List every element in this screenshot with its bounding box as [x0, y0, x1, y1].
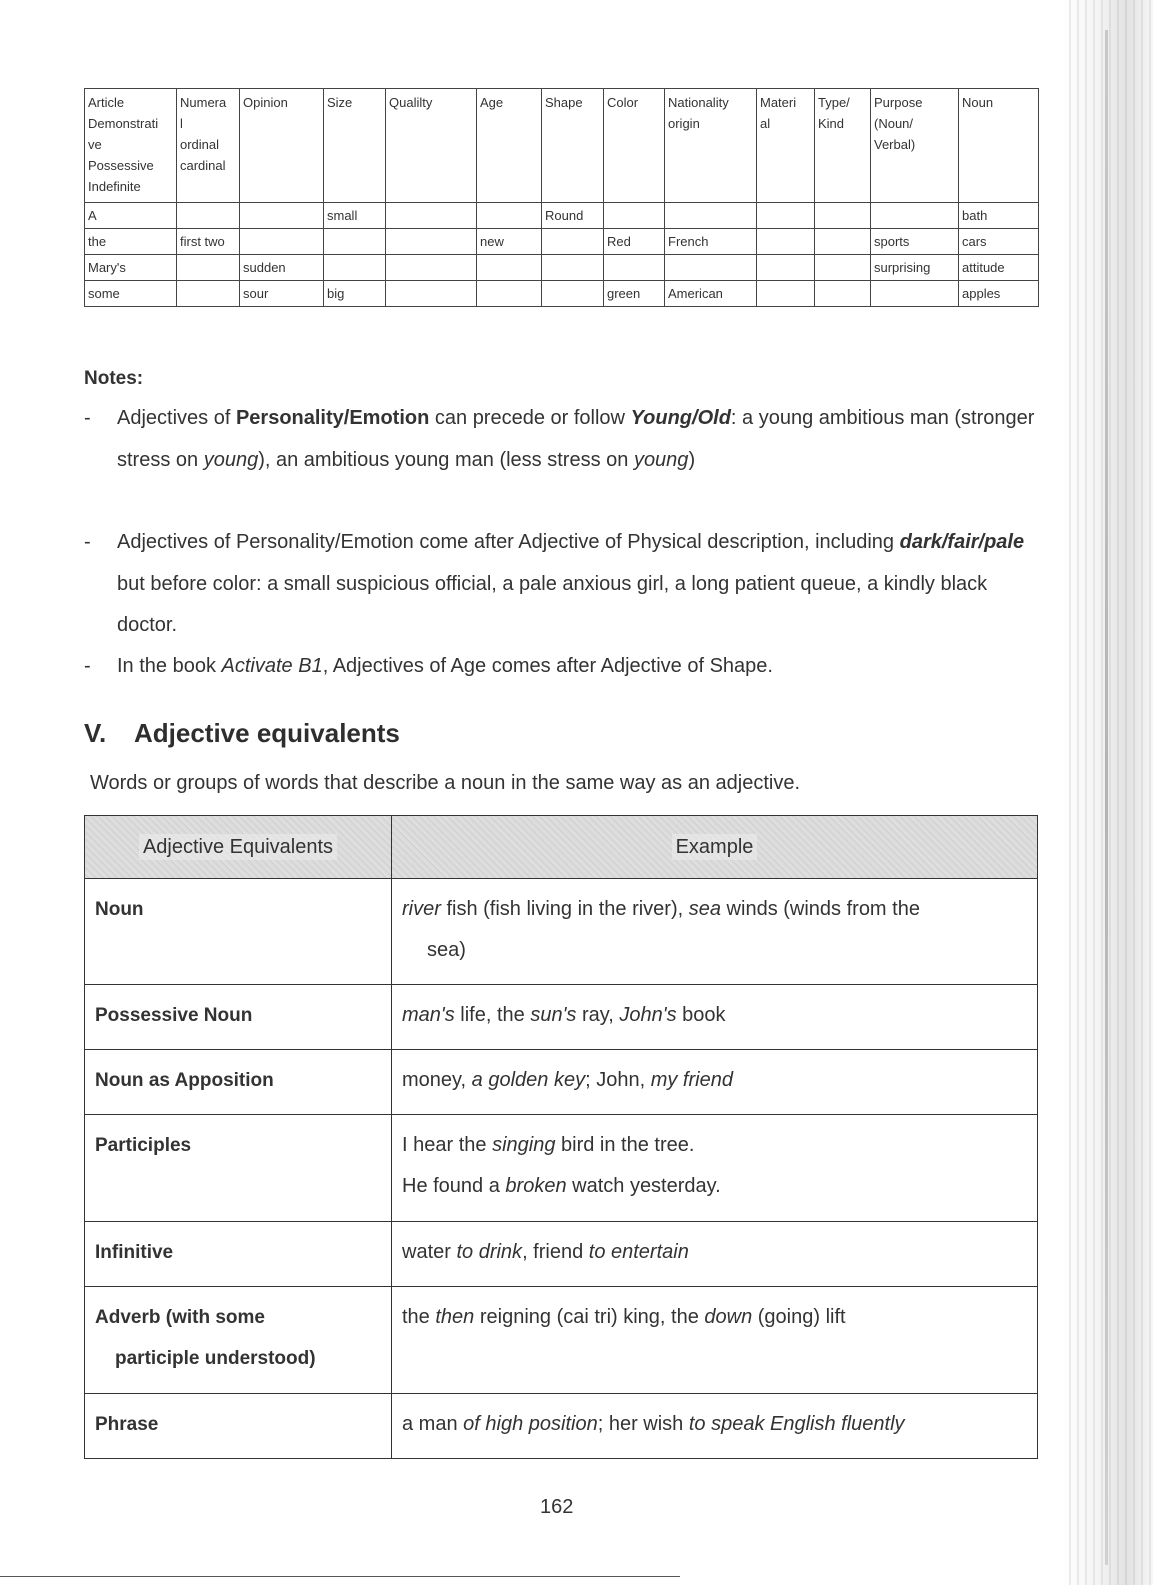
table-cell: apples [959, 281, 1039, 307]
example-part: He found a [402, 1175, 506, 1197]
example-cell [392, 985, 1038, 1050]
equivalent-name-cell [85, 1394, 392, 1459]
table-cell [386, 255, 477, 281]
example-line [402, 889, 1027, 930]
equivalent-name-cell [85, 1050, 392, 1115]
header-cell [177, 89, 240, 203]
equivalent-name-cell [85, 1115, 392, 1222]
header-text: Possessive [88, 158, 154, 173]
example-line [402, 1125, 1027, 1166]
header-text: Noun [962, 95, 994, 110]
adjective-order-table [84, 88, 1039, 307]
example-part: , friend [522, 1241, 589, 1263]
example-part-italic: John's [619, 1004, 677, 1026]
equivalent-name: Phrase [95, 1414, 159, 1435]
table-cell [177, 203, 240, 229]
header-cell [959, 89, 1039, 203]
table-cell: green [604, 281, 665, 307]
table-cell: sudden [240, 255, 324, 281]
table-row [85, 1287, 1038, 1394]
table-cell: cars [959, 229, 1039, 255]
note-part-bold: Personality/Emotion [235, 407, 430, 429]
table-cell: Red [604, 229, 665, 255]
example-cell [392, 1050, 1038, 1115]
equivalent-name-cell [85, 985, 392, 1050]
table-cell: A [85, 203, 177, 229]
header-cell [665, 89, 757, 203]
table-row [85, 255, 1039, 281]
example-part: watch yesterday. [566, 1175, 721, 1197]
bottom-rule [0, 1576, 680, 1577]
note-part: Adjectives of Personality/Emotion come after Adjective of Physical description, including [117, 531, 900, 553]
example-part-italic: of high position [463, 1413, 598, 1435]
table-cell [815, 229, 871, 255]
table-cell: sour [240, 281, 324, 307]
header-cell [324, 89, 386, 203]
example-part-italic: to drink [456, 1241, 523, 1263]
header-cell [386, 89, 477, 203]
header-label: Adjective Equivalents [139, 834, 337, 860]
header-text: Kind [818, 116, 845, 131]
table-cell [871, 203, 959, 229]
example-cell [392, 1222, 1038, 1287]
header-cell [477, 89, 542, 203]
table-cell: French [665, 229, 757, 255]
table-row [85, 281, 1039, 307]
table-cell [324, 229, 386, 255]
header-cell [392, 816, 1038, 879]
table-row [85, 229, 1039, 255]
section-title: Adjective equivalents [134, 718, 400, 748]
page-number: 162 [540, 1496, 574, 1518]
example-part: ; John, [585, 1069, 651, 1091]
header-cell [85, 89, 177, 203]
note-part-bold-italic: Young/Old [630, 407, 731, 429]
header-text: Verbal) [874, 137, 916, 152]
note-dash: - [84, 407, 91, 429]
example-part: ray, [576, 1004, 620, 1026]
equivalent-name: Noun [95, 899, 144, 920]
example-part-italic: broken [505, 1175, 567, 1197]
note-dash: - [84, 655, 91, 677]
note-part: , Adjectives of Age comes after Adjective of Shape. [322, 655, 773, 677]
table-cell [240, 229, 324, 255]
table-row [85, 985, 1038, 1050]
table-cell: some [85, 281, 177, 307]
equivalent-name: Adverb (with some [95, 1307, 265, 1328]
table-cell [757, 203, 815, 229]
table-cell [177, 281, 240, 307]
example-cell [392, 879, 1038, 985]
section-number: V. [84, 718, 107, 748]
example-line [402, 1404, 1027, 1445]
example-part: I hear the [402, 1134, 493, 1156]
header-text: Indefinite [88, 179, 141, 194]
example-line [402, 930, 1027, 971]
note-part: but before color: a small suspicious official, a pale anxious girl, a long patient queue, a kindly black doctor. [117, 572, 988, 636]
header-text: Shape [545, 95, 583, 110]
table-cell [604, 203, 665, 229]
table-row [85, 203, 1039, 229]
example-part-italic: to entertain [588, 1241, 689, 1263]
header-cell [757, 89, 815, 203]
example-part: a man [402, 1413, 464, 1435]
example-part: ; her wish [597, 1413, 689, 1435]
table-cell: surprising [871, 255, 959, 281]
table-cell: American [665, 281, 757, 307]
table-cell: new [477, 229, 542, 255]
header-text: cardinal [180, 158, 226, 173]
notes-title: Notes: [84, 368, 144, 389]
table-row [85, 879, 1038, 985]
note-item [84, 646, 1039, 688]
table-cell [542, 255, 604, 281]
example-part: fish (fish living in the river), [440, 898, 689, 920]
table-cell [665, 203, 757, 229]
header-text: ordinal [180, 137, 220, 152]
note-part: can precede or follow [429, 407, 631, 429]
table-cell [757, 281, 815, 307]
equivalent-name: participle understood) [115, 1348, 316, 1369]
adjective-equivalents-table [84, 815, 1038, 1459]
example-part: winds (winds from the [721, 898, 920, 920]
equivalent-name: Noun as Apposition [95, 1070, 274, 1091]
header-text: (Noun/ [874, 116, 914, 131]
example-cell [392, 1287, 1038, 1394]
table-cell [477, 203, 542, 229]
header-cell [240, 89, 324, 203]
header-cell [815, 89, 871, 203]
header-text: Nationality [668, 95, 729, 110]
example-part-italic: river [402, 898, 441, 920]
example-part: life, the [454, 1004, 531, 1026]
example-part: the [402, 1306, 436, 1328]
note-part: : a young ambitious man (stronger stress on [117, 407, 1035, 471]
example-part-italic: my friend [650, 1069, 733, 1091]
table-cell [815, 255, 871, 281]
note-text [117, 646, 1039, 688]
example-part-italic: man's [402, 1004, 455, 1026]
header-cell [604, 89, 665, 203]
header-text: Size [327, 95, 353, 110]
header-text: Qualilty [389, 95, 433, 110]
note-dash: - [84, 531, 91, 553]
table-cell [386, 281, 477, 307]
header-text: l [180, 116, 183, 131]
header-cell [542, 89, 604, 203]
table-cell: Mary's [85, 255, 177, 281]
header-text: Age [480, 95, 504, 110]
header-cell [871, 89, 959, 203]
section-description: Words or groups of words that describe a noun in the same way as an adjective. [90, 772, 801, 794]
example-line [402, 1297, 1027, 1338]
note-part: ), an ambitious young man (less stress on [258, 448, 634, 471]
note-part-bold-italic: dark/fair/pale [899, 531, 1025, 553]
equivalent-name-cell [85, 879, 392, 985]
example-part: reigning (cai tri) king, the [474, 1306, 705, 1328]
header-text: Color [607, 95, 639, 110]
table-cell [386, 203, 477, 229]
equivalent-name-cell [85, 1222, 392, 1287]
example-part: bird in the tree. [555, 1134, 695, 1156]
equivalent-name: Participles [95, 1135, 192, 1156]
header-text: Materi [760, 95, 797, 110]
example-part-italic: sun's [530, 1004, 577, 1026]
note-part-italic: young [633, 448, 689, 471]
example-line [402, 995, 1027, 1036]
example-part-italic: singing [492, 1134, 556, 1156]
table-cell [665, 255, 757, 281]
example-part: sea) [427, 939, 466, 961]
example-part: (going) lift [752, 1306, 846, 1328]
table-cell [542, 281, 604, 307]
header-text: ve [88, 137, 102, 152]
note-part-italic: Activate B1 [221, 655, 323, 677]
equivalent-name: Infinitive [95, 1242, 174, 1263]
table-cell: bath [959, 203, 1039, 229]
table-cell [240, 203, 324, 229]
header-cell [85, 816, 392, 879]
example-cell [392, 1394, 1038, 1459]
header-text: origin [668, 116, 700, 131]
example-part: water [402, 1241, 457, 1263]
table-cell [604, 255, 665, 281]
example-line [402, 1166, 1027, 1207]
example-line [402, 1232, 1027, 1273]
table-cell [477, 255, 542, 281]
header-text: Article [88, 95, 125, 110]
header-text: Opinion [243, 95, 288, 110]
table-cell: first two [177, 229, 240, 255]
note-text [117, 522, 1039, 647]
table-row [85, 1222, 1038, 1287]
table-cell [324, 255, 386, 281]
section-heading [84, 718, 400, 749]
example-part: money, [402, 1069, 472, 1091]
table-cell [757, 255, 815, 281]
example-line [402, 1060, 1027, 1101]
note-part-italic: young [203, 448, 259, 471]
table-cell: big [324, 281, 386, 307]
table-header-row [85, 816, 1038, 879]
note-part: In the book [117, 655, 222, 677]
table-cell: the [85, 229, 177, 255]
equivalent-name-cell [85, 1287, 392, 1394]
example-part-italic: to speak English fluently [688, 1413, 905, 1435]
example-part-italic: sea [688, 898, 721, 920]
table-cell: sports [871, 229, 959, 255]
note-part: ) [688, 448, 696, 471]
example-part-italic: then [435, 1306, 475, 1328]
example-part: book [676, 1004, 726, 1026]
table-cell: attitude [959, 255, 1039, 281]
scanned-page-edge [1063, 0, 1153, 1585]
table-row [85, 1050, 1038, 1115]
note-part: Adjectives of [117, 407, 236, 429]
header-text: Type/ [818, 95, 850, 110]
example-part-italic: a golden key [471, 1069, 586, 1091]
table-row [85, 1394, 1038, 1459]
note-item [84, 522, 1039, 647]
table-cell [386, 229, 477, 255]
page-fold-shadow [1105, 30, 1108, 1565]
table-cell [477, 281, 542, 307]
table-cell [177, 255, 240, 281]
table-header-row [85, 89, 1039, 203]
header-text: Purpose [874, 95, 923, 110]
table-cell: Round [542, 203, 604, 229]
table-cell [871, 281, 959, 307]
table-cell [542, 229, 604, 255]
table-cell [757, 229, 815, 255]
table-cell: small [324, 203, 386, 229]
header-label: Example [672, 834, 758, 860]
equivalent-name: Possessive Noun [95, 1005, 253, 1026]
example-cell [392, 1115, 1038, 1222]
header-text: Demonstrati [88, 116, 159, 131]
header-text: Numera [180, 95, 227, 110]
table-cell [815, 281, 871, 307]
header-text: al [760, 116, 771, 131]
table-row [85, 1115, 1038, 1222]
note-text [117, 398, 1039, 481]
note-item [84, 398, 1039, 481]
example-part-italic: down [704, 1306, 753, 1328]
table-cell [815, 203, 871, 229]
